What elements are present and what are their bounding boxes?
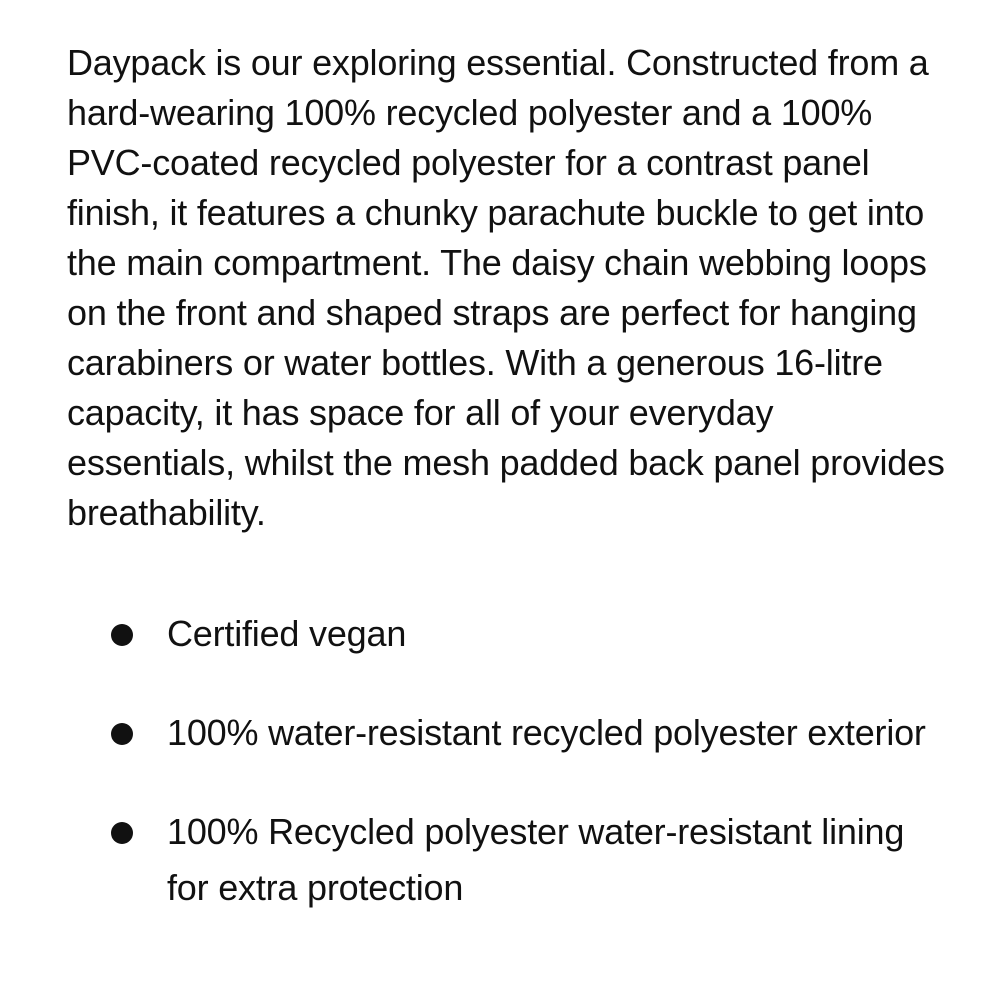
feature-item [67,705,947,761]
feature-list [67,606,947,916]
feature-item [67,606,947,662]
bullet-icon [111,624,133,646]
feature-item [67,804,947,916]
feature-text: 100% Recycled polyester water-resistant lining for extra protection [167,811,905,908]
feature-text: 100% water-resistant recycled polyester exterior [167,712,926,753]
product-description-section [67,38,947,538]
bullet-icon [111,723,133,745]
product-description: Daypack is our exploring essential. Constructed from a hard-wearing 100% recycled polyester and a 100% PVC-coated recycled polyester for a contrast panel finish, it features a chunky parachute buckle to get into the main compartment. The daisy chain webbing loops on the front and shaped straps are perfect for hanging carabiners or water bottles. With a generous 16-litre capacity, it has space for all of your everyday essentials, whilst the mesh padded back panel provides breathability. [67,42,945,533]
feature-text: Certified vegan [167,613,407,654]
bullet-icon [111,822,133,844]
